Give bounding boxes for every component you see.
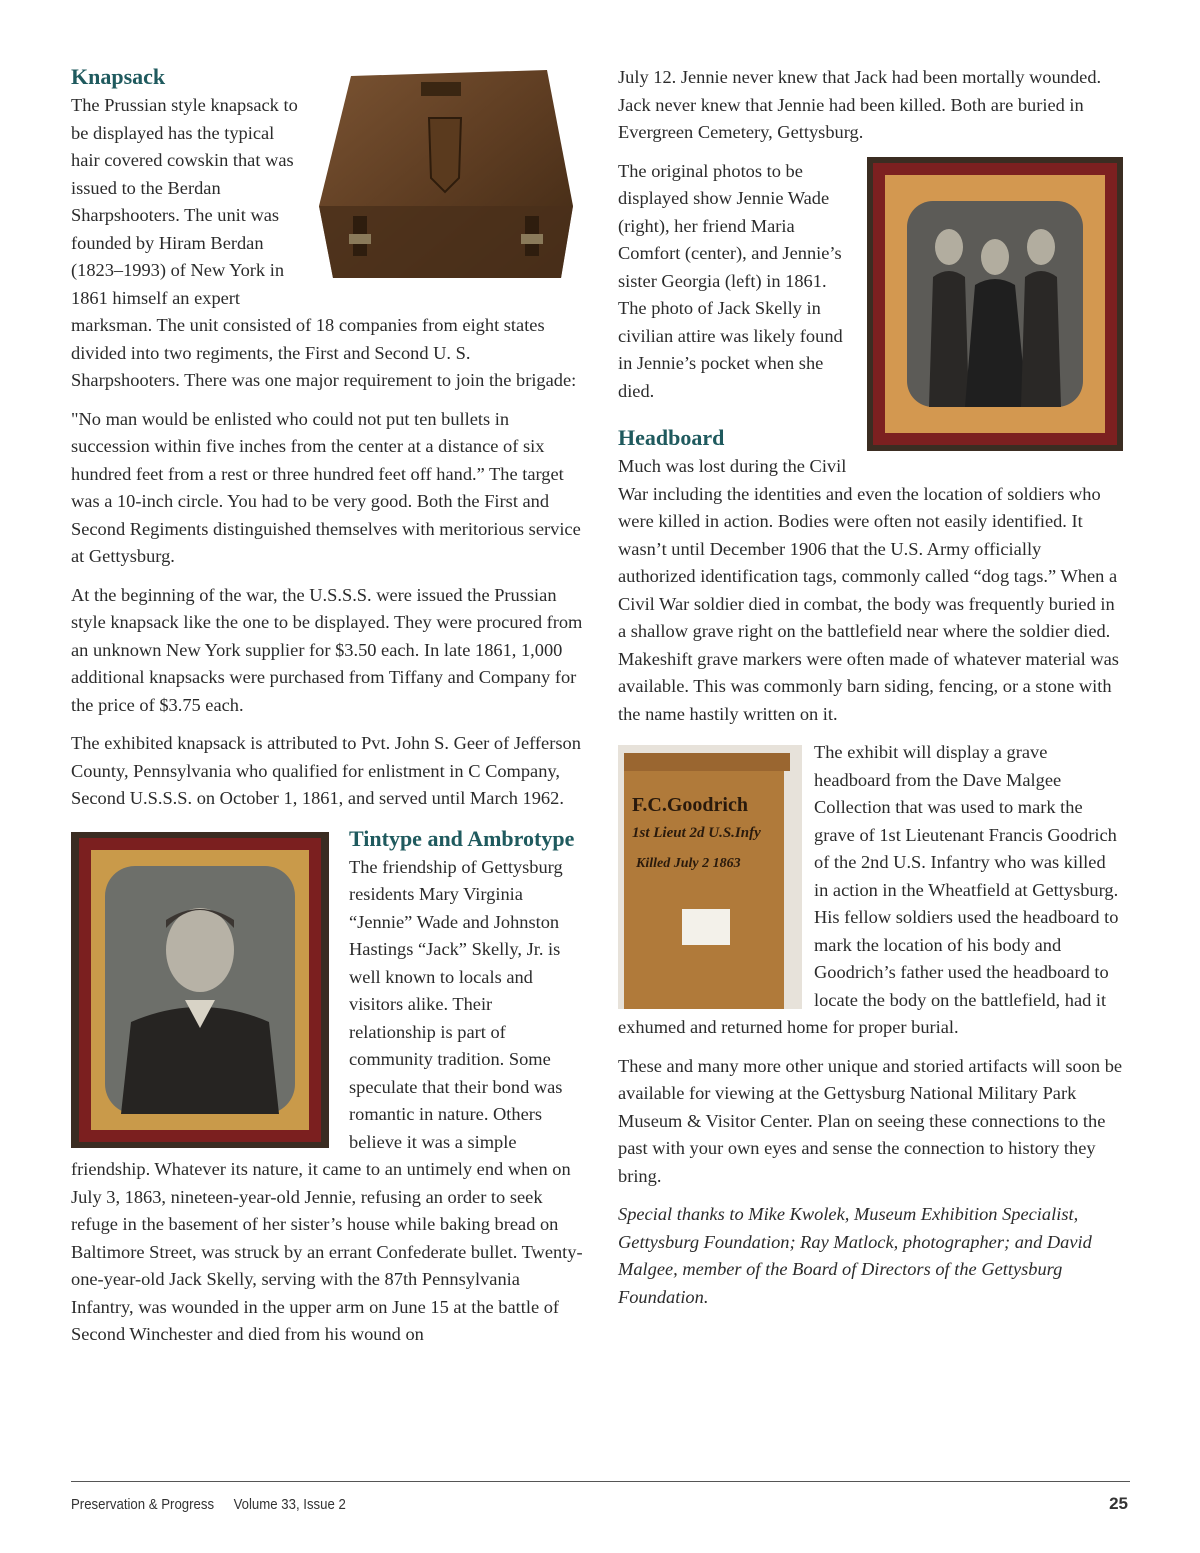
knapsack-paragraph-1: The Prussian style knapsack to be displayed has the typical hair covered cowskin that was issued to the Berdan Sharpshooters. The unit was founded by Hiram Berdan (1823–1993) of New York in 1861 himself an expert marksman. The unit consisted of 18 companies from eight states divided into two regiments, the First and Second U. S. Sharpshooters. There was one major requirement to join the brigade: (71, 95, 577, 390)
tintype-heading: Tintype and Ambrotype (349, 825, 575, 851)
headboard-paragraph-2: The exhibit will display a grave headboard from the Dave Malgee Collection that was used to mark the grave of 1st Lieutenant Francis Goodrich of the 2nd U.S. Infantry who was killed in action in the Wheatfield at Gettysburg. His fellow soldiers used the headboard to mark the location of his body and Goodrich’s father used the headboard to locate the body on the battlefield, had it exhumed and returned home for proper burial. (618, 742, 1119, 1037)
right-column (618, 64, 1123, 1322)
headboard-paragraph-3: These and many more other unique and storied artifacts will soon be available for viewing at the Gettysburg National Military Park Museum & Visitor Center. Plan on seeing these connections to the past with your own eyes and sense the connection to history they bring. (618, 1055, 1123, 1186)
board-text-rank: 1st Lieut 2d U.S.Infy (632, 825, 761, 841)
knapsack-paragraph-2: "No man would be enlisted who could not put ten bullets in succession within five inches from the center at a distance of six hundred feet from a rest or three hundred feet off hand.” The target was a 10-inch circle. You had to be very good. Both the First and Second Regiments distinguished themselves with meritorious service at Gettysburg. (71, 408, 581, 566)
footer-divider (71, 1481, 1130, 1482)
knapsack-photo (311, 66, 583, 288)
ambrotype-photo-three-women (867, 157, 1123, 463)
tintype-photo-jack-skelly (71, 832, 329, 1148)
footer-publication: Preservation & Progress (71, 1496, 215, 1513)
knapsack-paragraph-4: The exhibited knapsack is attributed to Pvt. John S. Geer of Jefferson County, Pennsylvania who qualified for enlistment in C Company, Second U.S.S.S. on October 1, 1861, and served until March 1962. (71, 733, 581, 808)
tintype-paragraph-2: The original photos to be displayed show Jennie Wade (right), her friend Maria Comfort (center), and Jennie’s sister Georgia (left) in 1861. The photo of Jack Skelly in civilian attire was likely found in Jennie’s pocket when she died. (618, 160, 843, 401)
headboard-paragraph-1: Much was lost during the Civil War including the identities and even the location of soldiers who were killed in action. Bodies were often not easily identified. It wasn’t until December 1906 that the U.S. Army officially authorized identification tags, commonly called “dog tags.” When a Civil War soldier died in combat, the body was frequently buried in a shallow grave right on the battlefield near where the soldier died. Makeshift grave markers were often made of whatever material was available. This was commonly barn siding, fencing, or a stone with the name hastily written on it. (618, 456, 1119, 724)
footer-issue: Volume 33, Issue 2 (233, 1496, 346, 1513)
board-text-killed: Killed July 2 1863 (636, 856, 741, 871)
tintype-paragraph-1-continued: July 12. Jennie never knew that Jack had been mortally wounded. Jack never knew that Jennie had been killed. Both are buried in Evergreen Cemetery, Gettysburg. (618, 67, 1102, 142)
grave-headboard-photo (618, 745, 802, 1009)
left-column (71, 62, 583, 1360)
headboard-heading: Headboard (618, 425, 725, 450)
acknowledgements: Special thanks to Mike Kwolek, Museum Exhibition Specialist, Gettysburg Foundation; Ray Matlock, photographer; and David Malgee, member of the Board of Directors of the Gettysburg Foundation. (618, 1204, 1092, 1307)
tintype-paragraph-1: The friendship of Gettysburg residents Mary Virginia “Jennie” Wade and Johnston Hastings “Jack” Skelly, Jr. is well known to locals and visitors alike. Their relationship is part of community tradition. Some speculate that their bond was romantic in nature. Others believe it was a simple friendship. Whatever its nature, it came to an untimely end when on July 3, 1863, nineteen-year-old Jennie, refusing an order to seek refuge in the basement of her sister’s house while baking bread on Baltimore Street, was struck by an errant Confederate bullet. Twenty-one-year-old Jack Skelly, serving with the 87th Pennsylvania Infantry, was wounded in the upper arm on June 15 at the battle of Second Winchester and died from his wound on (71, 856, 583, 1344)
footer (71, 1496, 362, 1513)
page-number: 25 (1109, 1494, 1128, 1513)
knapsack-paragraph-3: At the beginning of the war, the U.S.S.S. were issued the Prussian style knapsack like the one to be displayed. They were procured from an unknown New York supplier for $3.50 each. In late 1861, 1,000 additional knapsacks were purchased from Tiffany and Company for the price of $3.75 each. (71, 584, 583, 715)
knapsack-heading: Knapsack (71, 64, 166, 89)
board-text-name: F.C.Goodrich (632, 794, 748, 816)
